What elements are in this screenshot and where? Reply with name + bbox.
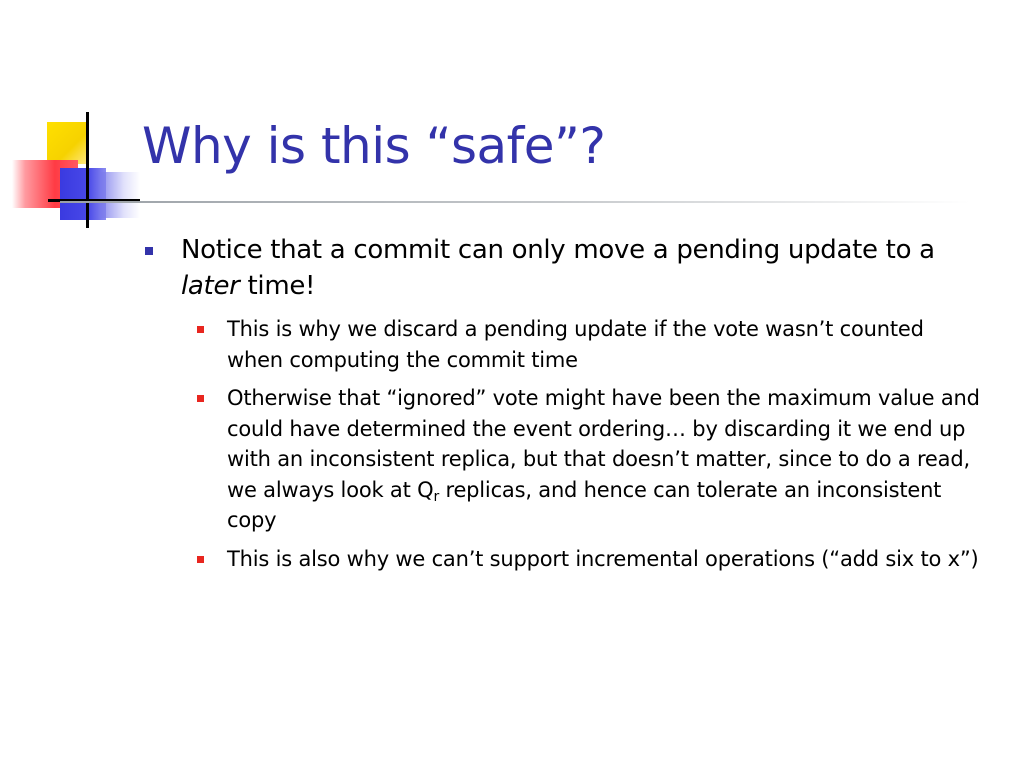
slide-title: Why is this “safe”? [142,117,606,175]
sub-bullet-item [197,383,985,536]
emphasis-text: later [181,271,240,301]
bullet-text: Notice that a commit can only move a pending update to a later time! [181,235,935,301]
subscript-text: r [433,488,439,505]
bullet-square-icon [145,247,153,255]
sub-bullet-text: This is why we discard a pending update if the vote wasn’t counted when computing the commit time [227,317,924,372]
sub-bullet-square-icon [197,556,204,563]
decorative-logo [0,0,160,240]
sub-bullet-text: Otherwise that “ignored” vote might have been the maximum value and could have determined the event ordering… by discarding it we end up with an inconsistent replica, but that doesn’t matter, since to do a read, we always look at $Q_r$ replicas, and hence can tolerate an inconsistent copy [227,386,980,532]
sub-bullet-square-icon [197,326,204,333]
sub-bullet-list [197,314,985,574]
sub-bullet-square-icon [197,395,204,402]
sub-bullet-item [197,544,985,575]
title-underline [60,201,970,203]
bullet-item [145,232,985,304]
slide-content [145,232,985,582]
blue-fade [100,172,140,218]
vertical-line [86,112,89,228]
sub-bullet-text: This is also why we can’t support incremental operations (“add six to x”) [227,546,979,571]
sub-bullet-item [197,314,985,375]
yellow-square [47,122,89,164]
